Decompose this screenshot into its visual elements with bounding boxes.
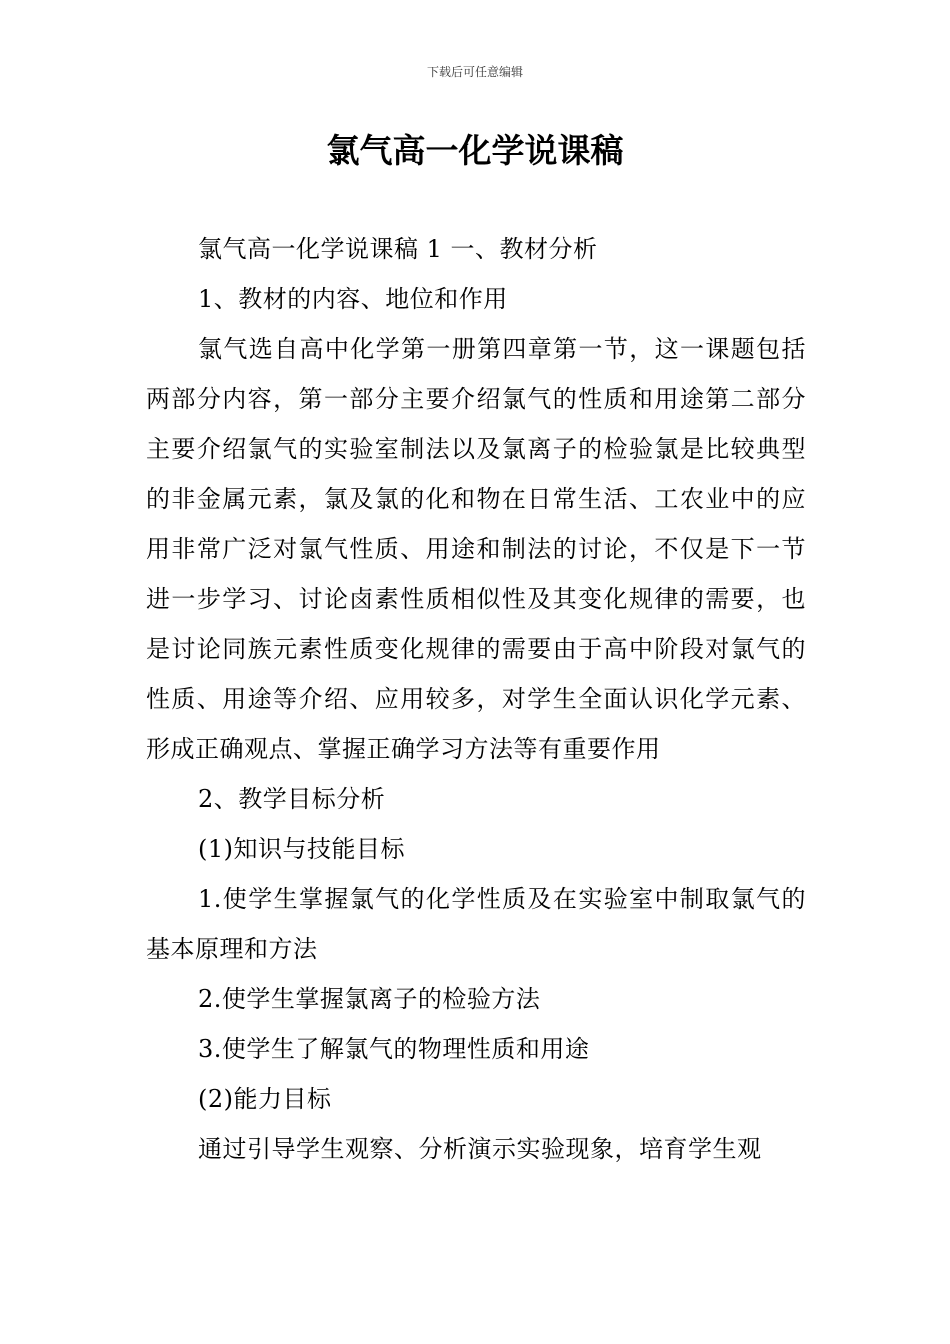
paragraph-9: (2)能力目标 (198, 1085, 332, 1113)
paragraph-10: 通过引导学生观察、分析演示实验现象，培育学生观 (198, 1135, 762, 1163)
paragraph-1: 氯气高一化学说课稿 1 一、教材分析 (198, 235, 598, 263)
document-body (146, 224, 806, 1174)
paragraph-8: 3.使学生了解氯气的物理性质和用途 (198, 1035, 590, 1063)
paragraph-6: 1.使学生掌握氯气的化学性质及在实验室中制取氯气的基本原理和方法 (146, 885, 806, 963)
paragraph-7: 2.使学生掌握氯离子的检验方法 (198, 985, 541, 1013)
paragraph-2: 1、教材的内容、地位和作用 (198, 285, 508, 313)
paragraph-3: 氯气选自高中化学第一册第四章第一节，这一课题包括两部分内容，第一部分主要介绍氯气的性质和用途第二部分主要介绍氯气的实验室制法以及氯离子的检验氯是比较典型的非金属元素，氯及氯的化和物在日常生活、工农业中的应用非常广泛对氯气性质、用途和制法的讨论，不仅是下一节进一步学习、讨论卤素性质相似性及其变化规律的需要，也是讨论同族元素性质变化规律的需要由于高中阶段对氯气的性质、用途等介绍、应用较多，对学生全面认识化学元素、形成正确观点、掌握正确学习方法等有重要作用 (146, 335, 806, 763)
page-header: 下载后可任意编辑 (426, 65, 523, 79)
paragraph-5: (1)知识与技能目标 (198, 835, 405, 863)
document-title: 氯气高一化学说课稿 (326, 131, 624, 170)
paragraph-4: 2、教学目标分析 (198, 785, 386, 813)
